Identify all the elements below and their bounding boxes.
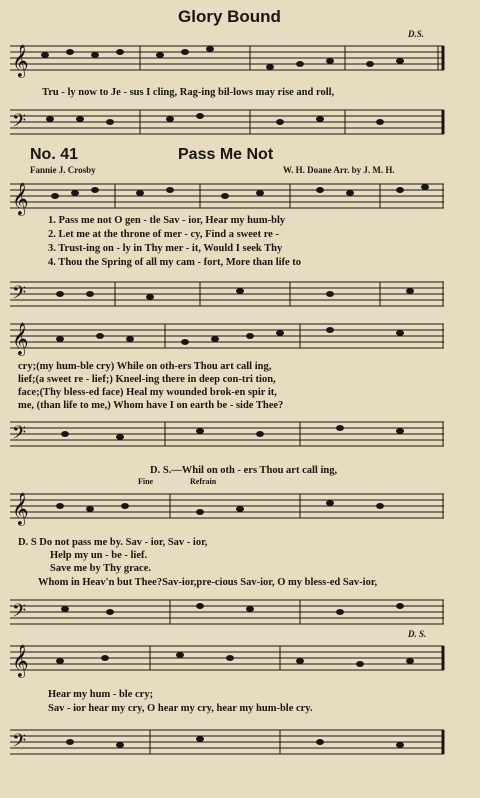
fine-label: Fine <box>138 477 154 486</box>
hymn-number: No. 41 <box>30 146 79 163</box>
svg-text:𝄞: 𝄞 <box>12 492 29 525</box>
bass-staff <box>0 274 480 314</box>
bass-staff <box>0 592 480 632</box>
refrain-line-4: me, (than life to me,) Whom have I on earth be - side Thee? <box>18 400 284 411</box>
composer: W. H. Doane Arr. by J. M. H. <box>283 165 395 175</box>
bass-staff <box>0 722 480 762</box>
bass-staff <box>0 414 480 454</box>
bass-staff <box>0 102 480 142</box>
lyric-line: Tru - ly now to Je - sus I cling, Rag-ing bil-lows may rise and roll, <box>42 87 335 98</box>
ds-mark: D.S. <box>408 29 425 39</box>
svg-text:𝄞: 𝄞 <box>12 182 29 215</box>
chorus-line-2: Help my un - be - lief. <box>50 550 148 561</box>
ds-mark-2: D. S. <box>408 629 427 639</box>
treble-staff <box>0 488 480 528</box>
svg-text:𝄢: 𝄢 <box>12 423 27 448</box>
lyricist: Fannie J. Crosby <box>30 165 96 175</box>
svg-text:𝄞: 𝄞 <box>12 44 29 77</box>
refrain-line-1: cry;(my hum-ble cry) While on oth-ers Thou art call ing, <box>18 361 272 372</box>
treble-staff <box>0 318 480 358</box>
final-line-2: Sav - ior hear my cry, O hear my cry, hear my hum-ble cry. <box>48 703 313 714</box>
hymn-title-pass-me-not: Pass Me Not <box>178 146 274 163</box>
chorus-line-3: Save me by Thy grace. <box>50 563 152 574</box>
verse-line-1: 1. Pass me not O gen - tle Sav - ior, Hear my hum-bly <box>48 215 286 226</box>
verse-line-4: 4. Thou the Spring of all my cam - fort, More than life to <box>48 257 302 268</box>
chorus-tail: Whom in Heav'n but Thee?Sav-ior,pre-cious Sav-ior, O my bless-ed Sav-ior, <box>38 577 378 588</box>
svg-text:𝄢: 𝄢 <box>12 731 27 756</box>
svg-text:𝄢: 𝄢 <box>12 601 27 626</box>
ds-line: D. S.—Whil on oth - ers Thou art call ing, <box>150 465 338 476</box>
svg-text:𝄞: 𝄞 <box>12 644 29 677</box>
treble-staff <box>0 640 480 680</box>
final-line-1: Hear my hum - ble cry; <box>48 689 154 700</box>
refrain-label: Refrain <box>190 477 217 486</box>
hymn-title-glory-bound: Glory Bound <box>178 7 281 26</box>
treble-staff <box>0 178 480 218</box>
verse-line-2: 2. Let me at the throne of mer - cy, Find a sweet re - <box>48 229 279 240</box>
svg-text:𝄞: 𝄞 <box>12 322 29 355</box>
verse-line-3: 3. Trust-ing on - ly in Thy mer - it, Would I seek Thy <box>48 243 283 254</box>
svg-text:𝄢: 𝄢 <box>12 111 27 136</box>
svg-text:𝄢: 𝄢 <box>12 283 27 308</box>
refrain-line-3: face;(Thy bless-ed face) Heal my wounded brok-en spir it, <box>18 387 277 398</box>
treble-staff <box>0 40 480 80</box>
refrain-line-2: lief;(a sweet re - lief;) Kneel-ing there in deep con-tri tion, <box>18 374 276 385</box>
chorus-line-1: D. S Do not pass me by. Sav - ior, Sav - ior, <box>18 537 208 548</box>
